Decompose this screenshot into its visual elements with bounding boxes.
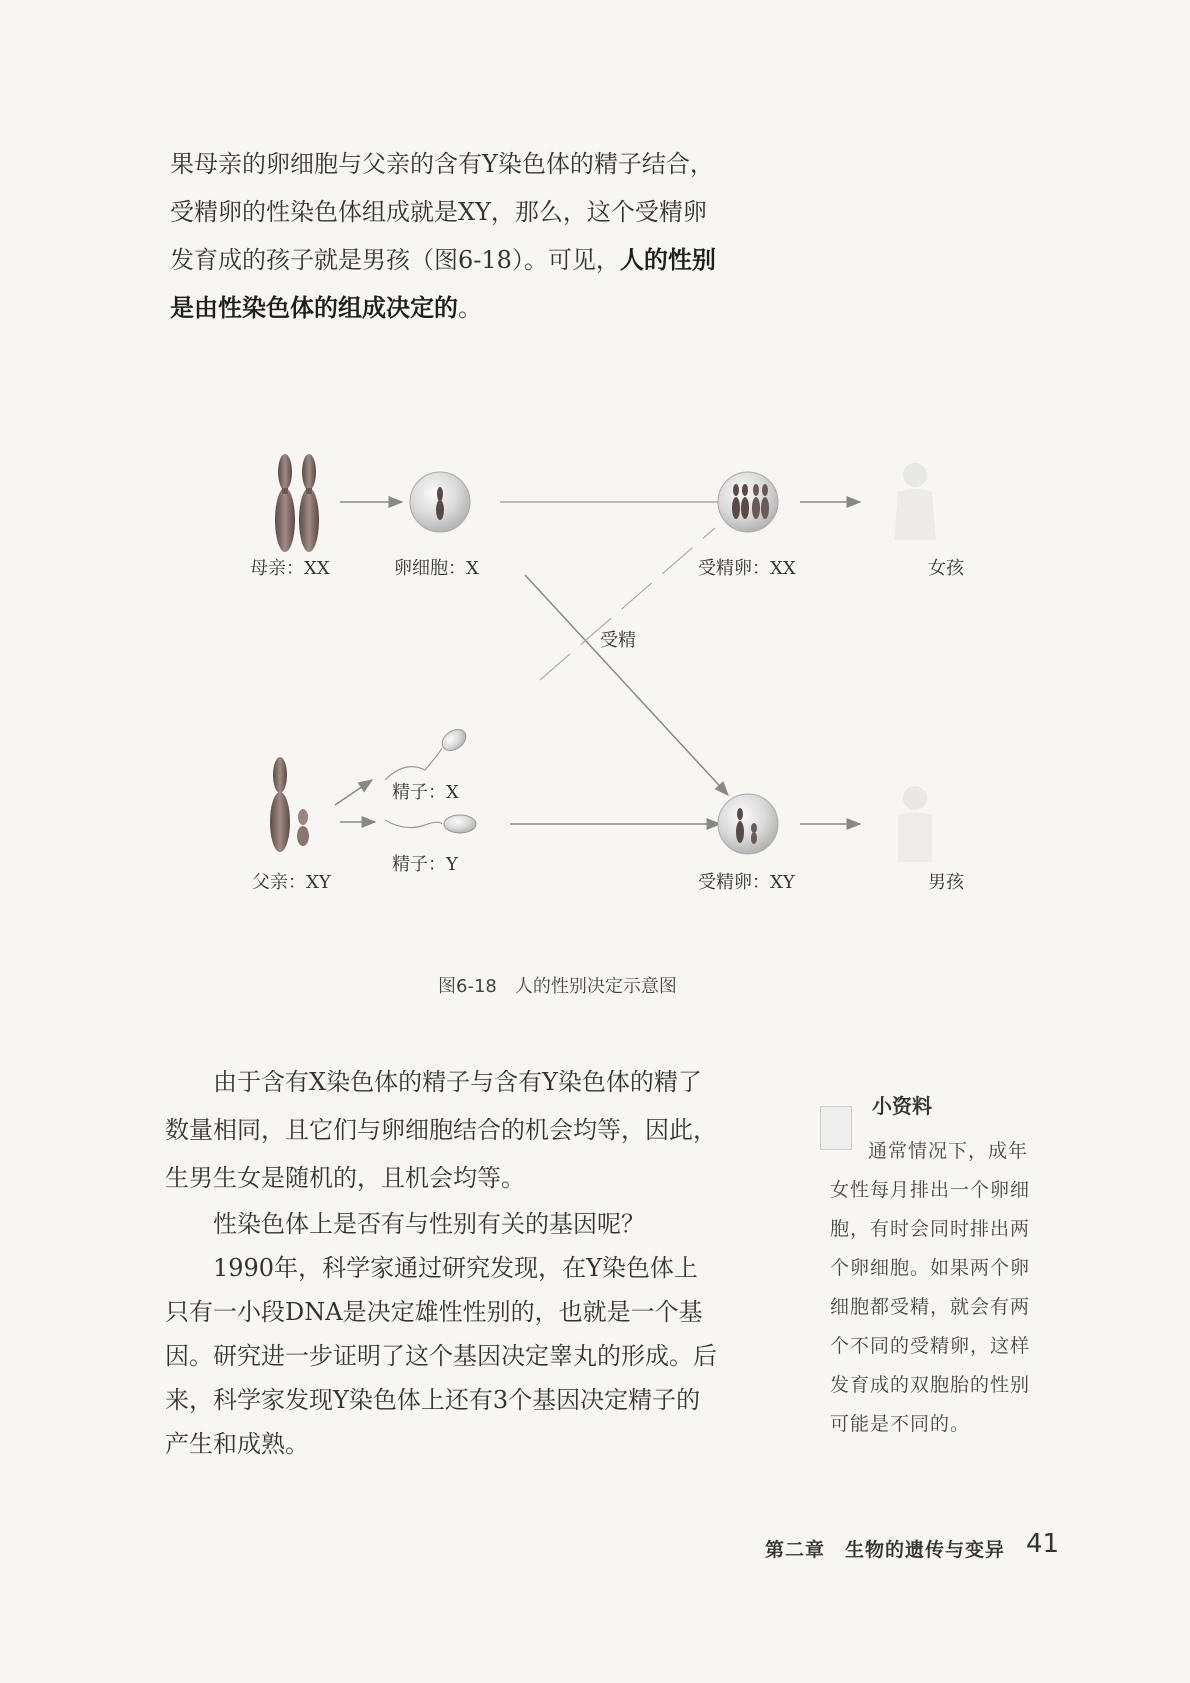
label-zygote-xy: 受精卵：XY bbox=[698, 872, 795, 893]
arrow-egg-to-zygote-xy bbox=[525, 575, 728, 795]
side-line-1: 通常情况下，成年 bbox=[868, 1140, 1029, 1162]
egg-cell-icon bbox=[410, 472, 470, 532]
label-sperm-y: 精子：Y bbox=[392, 854, 458, 875]
para3-line-2: 只有一小段DNA是决定雄性性别的，也就是一个基 bbox=[165, 1298, 703, 1326]
girl-icon bbox=[894, 463, 936, 540]
page-number: 41 bbox=[1026, 1529, 1060, 1559]
side-line-4: 个卵细胞。如果两个卵 bbox=[830, 1257, 1031, 1279]
para3-line-5: 产生和成熟。 bbox=[165, 1430, 309, 1458]
paragraph-1 bbox=[165, 1058, 785, 1202]
arrow-to-sperm-x bbox=[335, 780, 372, 805]
sex-determination-figure bbox=[180, 450, 1080, 1010]
label-egg: 卵细胞：X bbox=[394, 558, 479, 579]
para1-line-3: 生男生女是随机的，且机会均等。 bbox=[165, 1164, 525, 1192]
label-girl: 女孩 bbox=[928, 558, 964, 579]
figure-caption: 图6-18 人的性别决定示意图 bbox=[438, 976, 677, 997]
side-line-3: 胞，有时会同时排出两 bbox=[830, 1218, 1031, 1240]
body-text bbox=[165, 1058, 785, 1466]
side-note-text bbox=[830, 1132, 1060, 1444]
label-boy: 男孩 bbox=[928, 872, 964, 893]
top-line-2: 受精卵的性染色体组成就是XY，那么，这个受精卵 bbox=[170, 198, 707, 226]
zygote-xx-icon bbox=[718, 472, 778, 532]
paragraph-3 bbox=[165, 1246, 785, 1466]
top-paragraph bbox=[170, 140, 790, 332]
label-sperm-x: 精子：X bbox=[392, 782, 459, 803]
bold-phrase-1: 人的性别 bbox=[619, 246, 716, 274]
x-chromosome-icon bbox=[299, 454, 319, 552]
side-line-2: 女性每月排出一个卵细 bbox=[830, 1179, 1031, 1201]
top-line-3-text: 发育成的孩子就是男孩（图6-18）。可见， bbox=[170, 246, 620, 274]
para3-line-1: 1990年，科学家通过研究发现，在Y染色体上 bbox=[213, 1254, 698, 1282]
zygote-xy-icon bbox=[718, 794, 778, 854]
mother-chromosomes bbox=[275, 454, 319, 552]
para3-line-4: 来，科学家发现Y染色体上还有3个基因决定精子的 bbox=[165, 1386, 701, 1414]
father-chromosomes bbox=[270, 757, 309, 852]
sperm-x-icon bbox=[385, 725, 470, 780]
x-chromosome-icon bbox=[275, 454, 295, 552]
side-line-7: 发育成的双胞胎的性别 bbox=[830, 1374, 1031, 1396]
paragraph-2: 性染色体上是否有与性别有关的基因呢？ bbox=[213, 1210, 645, 1238]
para1-line-1: 由于含有X染色体的精子与含有Y染色体的精了 bbox=[213, 1068, 702, 1096]
sperm-y-icon bbox=[385, 815, 476, 833]
label-mother: 母亲：XX bbox=[250, 558, 330, 579]
side-line-8: 可能是不同的。 bbox=[830, 1413, 971, 1435]
top-line-4-end: 。 bbox=[458, 294, 482, 322]
label-zygote-xx: 受精卵：XX bbox=[698, 558, 796, 579]
para3-line-3: 因。研究进一步证明了这个基因决定睾丸的形成。后 bbox=[165, 1342, 717, 1370]
side-line-5: 细胞都受精，就会有两 bbox=[830, 1296, 1031, 1318]
label-fertilization: 受精 bbox=[600, 630, 636, 651]
y-chromosome-icon bbox=[297, 809, 309, 846]
footer-chapter-title: 第二章 生物的遗传与变异 bbox=[765, 1539, 1006, 1561]
boy-icon bbox=[898, 786, 932, 862]
top-line-1: 果母亲的卵细胞与父亲的含有Y染色体的精子结合， bbox=[170, 150, 714, 178]
bold-phrase-2: 是由性染色体的组成决定的 bbox=[170, 294, 458, 322]
top-line-3 bbox=[170, 236, 790, 284]
line-sperm-x-to-zygote-xx bbox=[540, 528, 715, 680]
label-father: 父亲：XY bbox=[252, 872, 331, 893]
top-line-4 bbox=[170, 284, 790, 332]
para1-line-2: 数量相同，且它们与卵细胞结合的机会均等，因此， bbox=[165, 1116, 717, 1144]
side-line-6: 个不同的受精卵，这样 bbox=[830, 1335, 1031, 1357]
side-note-title: 小资料 bbox=[872, 1094, 932, 1118]
x-chromosome-icon bbox=[270, 757, 290, 852]
